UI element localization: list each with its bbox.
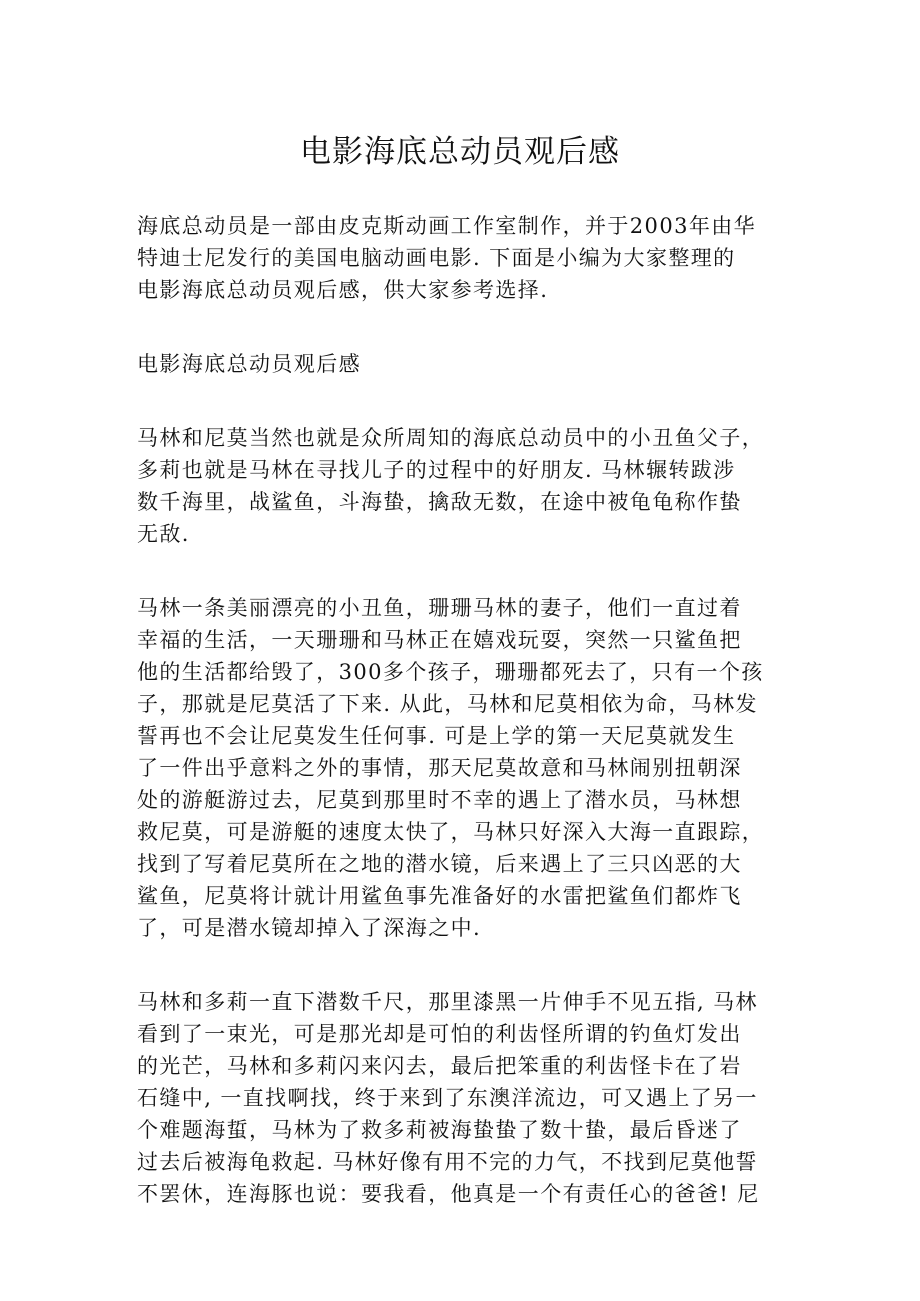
text-line: 不罢休，连海豚也说：要我看，他真是一个有责任心的爸爸! 尼 [137,1182,760,1206]
text-line: 海底总动员是一部由皮克斯动画工作室制作，并于2003年由华 [137,214,757,238]
text-line: 无敌. [137,522,190,546]
text-line: 特迪士尼发行的美国电脑动画电影. 下面是小编为大家整理的 [137,246,736,270]
paragraph-journey [137,986,777,1210]
text-line: 马林一条美丽漂亮的小丑鱼，珊珊马林的妻子，他们一直过着 [137,596,742,620]
text-line: 电影海底总动员观后感，供大家参考选择. [137,278,549,302]
text-line: 鲨鱼，尼莫将计就计用鲨鱼事先准备好的水雷把鲨鱼们都炸飞 [137,884,742,908]
text-line: 个难题海蜇，马林为了救多莉被海蛰蛰了数十蛰，最后昏迷了 [137,1118,742,1142]
paragraph-story [137,592,777,944]
text-line: 马林和多莉一直下潜数千尺，那里漆黑一片伸手不见五指, 马林 [137,990,758,1014]
text-line: 了一件出乎意料之外的事情，那天尼莫故意和马林闹别扭朝深 [137,756,742,780]
text-line: 救尼莫，可是游艇的速度太快了，马林只好深入大海一直跟踪， [137,820,765,844]
document-body [137,210,777,1252]
paragraph-subheading [137,348,777,380]
subheading-line: 电影海底总动员观后感 [137,352,361,376]
text-line: 了，可是潜水镜却掉入了深海之中. [137,916,482,940]
text-line: 幸福的生活，一天珊珊和马林正在嬉戏玩耍，突然一只鲨鱼把 [137,628,742,652]
paragraph-characters [137,422,777,550]
text-line: 多莉也就是马林在寻找儿子的过程中的好朋友. 马林辗转跋涉 [137,458,736,482]
text-line: 马林和尼莫当然也就是众所周知的海底总动员中的小丑鱼父子， [137,426,765,450]
text-line: 找到了写着尼莫所在之地的潜水镜，后来遇上了三只凶恶的大 [137,852,742,876]
text-line: 处的游艇游过去，尼莫到那里时不幸的遇上了潜水员，马林想 [137,788,742,812]
text-line: 子，那就是尼莫活了下来. 从此，马林和尼莫相依为命，马林发 [137,692,758,716]
text-line: 他的生活都给毁了，300多个孩子，珊珊都死去了，只有一个孩 [137,660,764,684]
text-line: 誓再也不会让尼莫发生任何事. 可是上学的第一天尼莫就发生 [137,724,736,748]
text-line: 石缝中, 一直找啊找，终于来到了东澳洋流边，可又遇上了另一 [137,1086,758,1110]
text-line: 看到了一束光，可是那光却是可怕的利齿怪所谓的钓鱼灯发出 [137,1022,742,1046]
text-line: 的光芒，马林和多莉闪来闪去，最后把笨重的利齿怪卡在了岩 [137,1054,742,1078]
document-title: 电影海底总动员观后感 [300,134,620,170]
text-line: 过去后被海龟救起. 马林好像有用不完的力气，不找到尼莫他誓 [137,1150,758,1174]
text-line: 数千海里，战鲨鱼，斗海蛰，擒敌无数，在途中被龟龟称作蛰 [137,490,742,514]
paragraph-intro [137,210,777,306]
